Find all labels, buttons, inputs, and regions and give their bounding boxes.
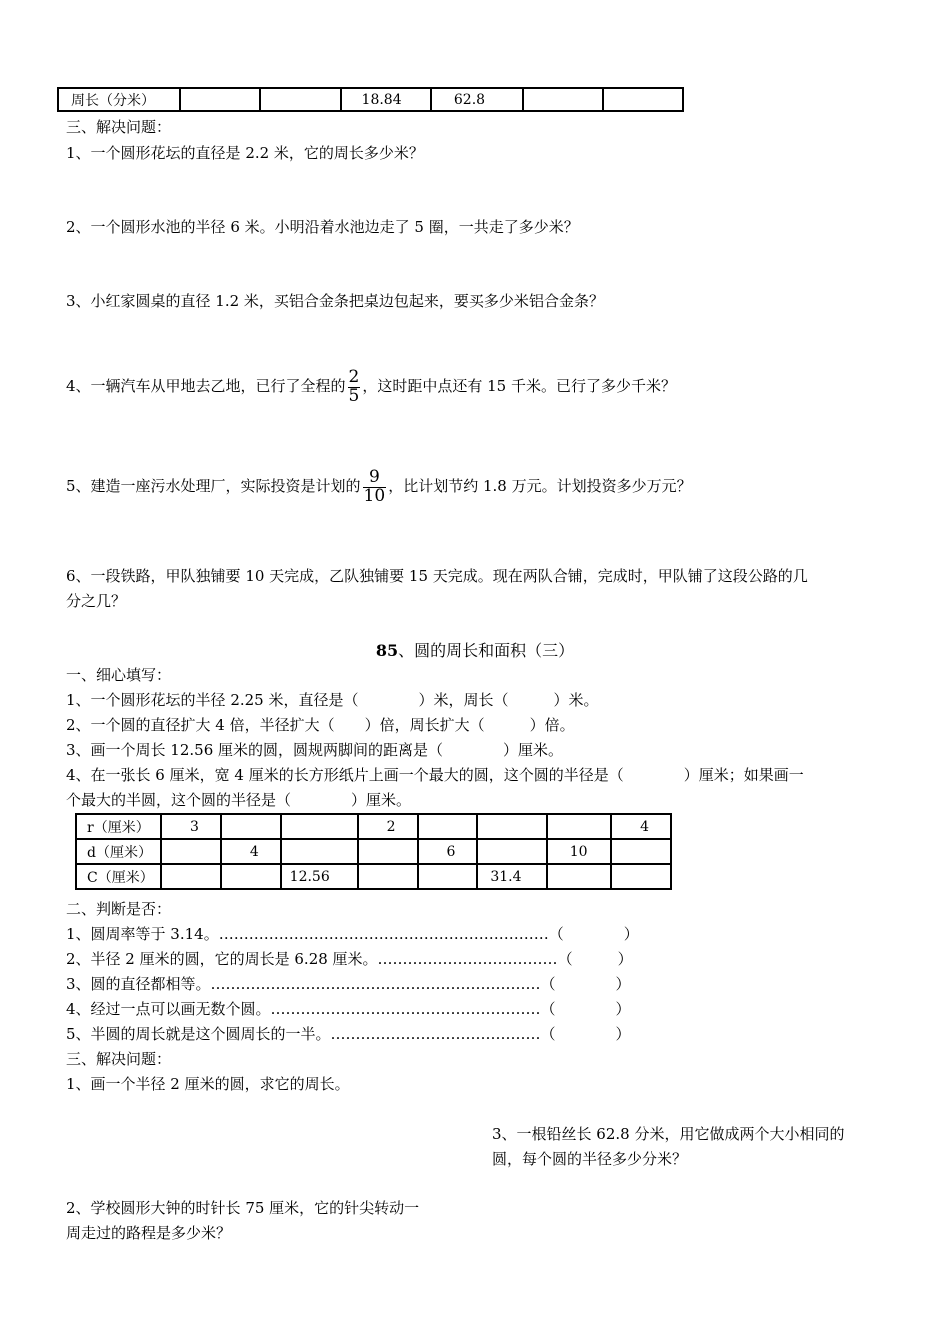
table-cell [611,864,671,889]
table-cell [358,864,418,889]
fill-question-1: 1、一个圆形花坛的半径 2.25 米，直径是（ ）米，周长（ ）米。 [66,691,599,709]
fraction-denominator: 5 [348,385,360,406]
judge-item-3 [66,974,631,994]
table-row [58,88,683,111]
solve-question-2-line-2: 周走过的路程是多少米？ [66,1224,232,1242]
table-cell [281,814,358,839]
question-5 [66,462,692,510]
fraction-numerator: 2 [348,366,360,387]
section-heading-fill: 一、细心填写： [66,666,172,684]
table-cell: 2 [358,814,418,839]
question-4-text-end: ，这时距中点还有 15 千米。已行了多少千米？ [362,377,677,395]
table-row [76,864,671,889]
question-5-text-start: 5、建造一座污水处理厂，实际投资是计划的 [66,477,361,495]
table-cell [418,814,478,839]
table-cell [161,864,221,889]
table-cell: 10 [547,839,611,864]
section-heading-solve-2: 三、解决问题： [66,1050,172,1068]
question-4 [66,362,676,410]
table-cell [523,88,603,111]
table-cell [603,88,683,111]
fraction-numerator: 9 [368,466,380,487]
table-row [76,814,671,839]
fill-question-4-line-2: 个最大的半圆，这个圆的半径是（ ）厘米。 [66,791,412,809]
section-heading-solve: 三、解决问题： [66,118,172,136]
table-cell: 6 [418,839,478,864]
judge-item-4 [66,999,631,1019]
question-3: 3、小红家圆桌的直径 1.2 米，买铝合金条把桌边包起来，要买多少米铝合金条？ [66,292,604,310]
question-2: 2、一个圆形水池的半径 6 米。小明沿着水池边走了 5 圈，一共走了多少米？ [66,218,579,236]
answer-blank[interactable]: （ ） [548,925,639,943]
solve-question-2-line-1: 2、学校圆形大钟的时针长 75 厘米，它的针尖转动一 [66,1199,420,1217]
page-title [0,638,950,661]
row-label: r（厘米） [76,814,161,839]
fraction-denominator: 10 [363,485,386,506]
question-6-line-1: 6、一段铁路，甲队独铺要 10 天完成，乙队独铺要 15 天完成。现在两队合铺，完成时，甲队铺了这段公路的几 [66,567,808,585]
judge-item-2 [66,949,633,969]
answer-blank[interactable]: （ ） [540,1025,631,1043]
table-cell [281,839,358,864]
table-cell: 18.84 [341,88,431,111]
judge-statement: 5、半圆的周长就是这个圆周长的一半。…………………………………… [66,1025,541,1043]
solve-question-3-line-2: 圆，每个圆的半径多少分米？ [492,1150,688,1168]
table-row [76,839,671,864]
question-5-text-end: ，比计划节约 1.8 万元。计划投资多少万元？ [388,477,692,495]
judge-statement: 4、经过一点可以画无数个圆。……………………………………………… [66,1000,541,1018]
table-cell: 62.8 [431,88,523,111]
circumference-table-top [57,87,684,112]
table-cell [477,814,546,839]
judge-statement: 1、圆周率等于 3.14。………………………………………………………… [66,925,549,943]
table-cell [180,88,260,111]
radius-diameter-circumference-table [75,813,672,890]
table-cell: 31.4 [477,864,546,889]
fill-question-2: 2、一个圆的直径扩大 4 倍，半径扩大（ ）倍，周长扩大（ ）倍。 [66,716,575,734]
section-heading-judge: 二、判断是否： [66,900,172,918]
judge-statement: 2、半径 2 厘米的圆，它的周长是 6.28 厘米。……………………………… [66,950,558,968]
table-cell [547,864,611,889]
question-1: 1、一个圆形花坛的直径是 2.2 米，它的周长多少米？ [66,144,424,162]
solve-question-3-line-1: 3、一根铅丝长 62.8 分米，用它做成两个大小相同的 [492,1125,845,1143]
table-cell [358,839,418,864]
table-cell [547,814,611,839]
table-cell: 12.56 [281,864,358,889]
fraction-two-fifths [348,366,361,406]
solve-question-1: 1、画一个半径 2 厘米的圆，求它的周长。 [66,1075,350,1093]
answer-blank[interactable]: （ ） [540,975,631,993]
row-label: C（厘米） [76,864,161,889]
table-cell: 3 [161,814,221,839]
fill-question-3: 3、画一个周长 12.56 厘米的圆，圆规两脚间的距离是（ ）厘米。 [66,741,564,759]
table-cell: 4 [221,839,281,864]
row-label: d（厘米） [76,839,161,864]
table-cell [477,839,546,864]
table-cell: 4 [611,814,671,839]
answer-blank[interactable]: （ ） [540,1000,631,1018]
title-text: 、圆的周长和面积（三） [398,641,575,660]
row-label: 周长（分米） [58,88,180,111]
table-cell [221,814,281,839]
question-6-line-2: 分之几？ [66,592,127,610]
question-4-text-start: 4、一辆汽车从甲地去乙地，已行了全程的 [66,377,346,395]
judge-statement: 3、圆的直径都相等。………………………………………………………… [66,975,541,993]
judge-item-5 [66,1024,631,1044]
table-cell [611,839,671,864]
table-cell [221,864,281,889]
table-cell [260,88,340,111]
judge-item-1 [66,924,639,944]
fraction-nine-tenths [363,466,387,506]
title-number: 85 [375,641,399,660]
table-cell [161,839,221,864]
table-cell [418,864,478,889]
answer-blank[interactable]: （ ） [557,950,633,968]
fill-question-4-line-1: 4、在一张长 6 厘米，宽 4 厘米的长方形纸片上画一个最大的圆，这个圆的半径是（ ）厘米；如果画一 [66,766,804,784]
